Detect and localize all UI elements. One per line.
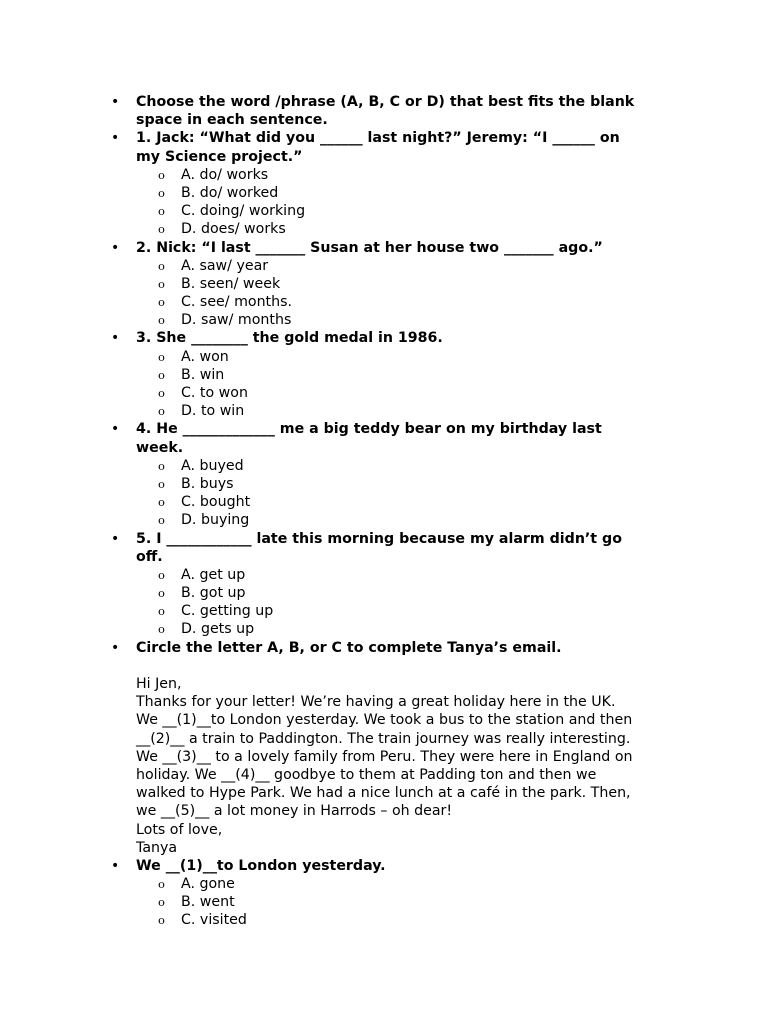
bullet: • <box>111 130 120 147</box>
bullet: • <box>111 857 120 874</box>
bullet: • <box>111 530 120 547</box>
instruction-line: • Choose the word /phrase (A, B, C or D) that best fits the blank <box>111 94 635 110</box>
worksheet-page <box>0 93 768 930</box>
question-line: • 2. Nick: “I last _______ Susan at her house two _______ ago.” <box>111 239 603 256</box>
question-line: • We __(1)__to London yesterday. <box>111 857 386 874</box>
answer-option: o B. win <box>158 366 225 383</box>
answer-option: o B. seen/ week <box>158 275 281 292</box>
email-line: Lots of love, <box>136 821 223 838</box>
option-bullet: o <box>158 513 165 528</box>
bullet: • <box>111 330 120 347</box>
email-line: We __(1)__to London yesterday. We took a bus to the station and then <box>136 712 633 729</box>
bullet: • <box>111 421 120 438</box>
option-bullet: o <box>158 913 165 928</box>
answer-option: o B. got up <box>158 585 246 602</box>
answer-option: o D. gets up <box>158 621 255 638</box>
option-bullet: o <box>158 458 165 473</box>
answer-option: o D. buying <box>158 512 250 529</box>
answer-option: o D. saw/ months <box>158 312 292 329</box>
email-line: Thanks for your letter! We’re having a great holiday here in the UK. <box>136 694 616 711</box>
option-bullet: o <box>158 222 165 237</box>
instruction-line: space in each sentence. <box>136 112 328 129</box>
question-line: week. <box>136 439 184 456</box>
option-bullet: o <box>158 276 165 291</box>
option-bullet: o <box>158 167 165 182</box>
answer-option: o C. doing/ working <box>158 203 306 220</box>
question-item <box>0 239 768 330</box>
answer-option: o B. buys <box>158 475 234 492</box>
bullet: • <box>111 639 120 656</box>
option-bullet: o <box>158 586 165 601</box>
email-text <box>0 675 768 857</box>
email-line: __(2)__ a train to Paddington. The train journey was really interesting. <box>136 730 631 747</box>
email-line: We __(3)__ to a lovely family from Peru. They were here in England on <box>136 748 633 765</box>
option-bullet: o <box>158 567 165 582</box>
answer-option: o B. went <box>158 894 235 911</box>
question-item <box>0 129 768 238</box>
question-line: • 1. Jack: “What did you ______ last night?” Jeremy: “I ______ on <box>111 130 620 147</box>
answer-option: o C. bought <box>158 494 251 511</box>
answer-option: o A. do/ works <box>158 166 269 183</box>
option-bullet: o <box>158 622 165 637</box>
instruction-item <box>0 93 768 129</box>
question-line: off. <box>136 548 163 565</box>
option-bullet: o <box>158 404 165 419</box>
question-line: • 3. She ________ the gold medal in 1986. <box>111 330 443 347</box>
instruction-line: • Circle the letter A, B, or C to complete Tanya’s email. <box>111 639 562 656</box>
option-bullet: o <box>158 476 165 491</box>
option-bullet: o <box>158 313 165 328</box>
answer-option: o A. get up <box>158 566 246 583</box>
option-bullet: o <box>158 895 165 910</box>
instruction-item <box>0 639 768 657</box>
email-line: Tanya <box>136 839 178 856</box>
question-item <box>0 329 768 420</box>
answer-option: o A. buyed <box>158 457 244 474</box>
question-item <box>0 420 768 529</box>
option-bullet: o <box>158 185 165 200</box>
bullet: • <box>111 94 120 110</box>
answer-option: o D. does/ works <box>158 221 286 238</box>
answer-option: o C. to won <box>158 385 248 401</box>
answer-option: o C. getting up <box>158 603 274 620</box>
question-item <box>0 857 768 930</box>
option-bullet: o <box>158 349 165 364</box>
option-bullet: o <box>158 258 165 273</box>
answer-option: o A. saw/ year <box>158 257 269 274</box>
email-line: we __(5)__ a lot money in Harrods – oh dear! <box>136 803 453 820</box>
email-line: holiday. We __(4)__ goodbye to them at Padding ton and then we <box>136 766 597 783</box>
option-bullet: o <box>158 604 165 619</box>
question-line: • 5. I ____________ late this morning because my alarm didn’t go <box>111 530 622 547</box>
bullet: • <box>111 239 120 256</box>
question-line: • 4. He _____________ me a big teddy bear on my birthday last <box>111 421 602 438</box>
email-line: Hi Jen, <box>136 676 182 692</box>
option-bullet: o <box>158 877 165 892</box>
option-bullet: o <box>158 386 165 400</box>
question-item <box>0 530 768 639</box>
answer-option: o A. gone <box>158 876 235 893</box>
answer-option: o A. won <box>158 348 229 365</box>
option-bullet: o <box>158 204 165 219</box>
answer-option: o D. to win <box>158 403 245 420</box>
email-line: walked to Hype Park. We had a nice lunch at a café in the park. Then, <box>136 785 631 802</box>
option-bullet: o <box>158 495 165 510</box>
question-line: my Science project.” <box>136 148 303 165</box>
answer-option: o B. do/ worked <box>158 184 279 201</box>
option-bullet: o <box>158 367 165 382</box>
answer-option: o C. visited <box>158 912 247 929</box>
answer-option: o C. see/ months. <box>158 294 293 311</box>
spacer <box>0 657 768 675</box>
option-bullet: o <box>158 295 165 310</box>
